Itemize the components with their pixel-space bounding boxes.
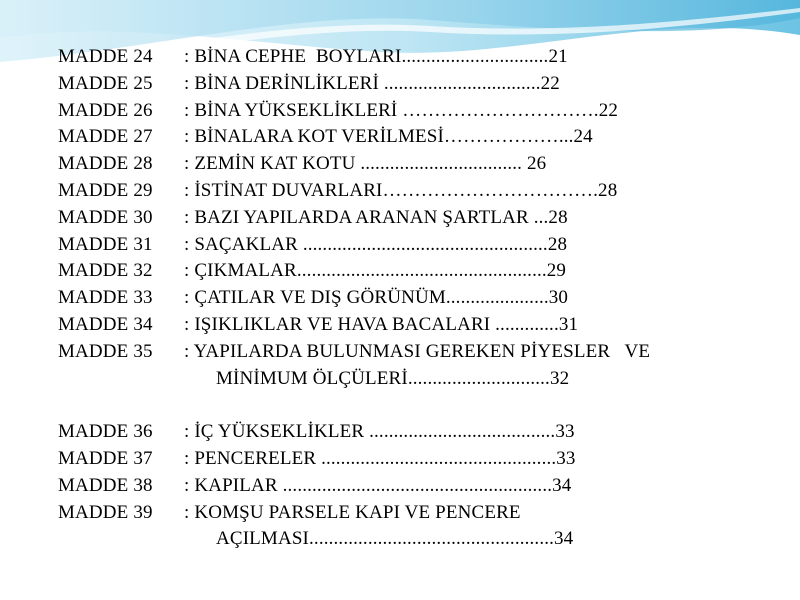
article-title: : BİNA DERİNLİKLERİ ................................22 [184, 72, 560, 94]
article-number: MADDE 26 [58, 99, 153, 121]
toc-entry [58, 500, 778, 527]
table-of-contents [58, 44, 778, 553]
toc-entry [58, 151, 778, 178]
article-title: : BİNALARA KOT VERİLMESİ………………...24 [184, 126, 593, 148]
section-gap [58, 392, 778, 419]
article-title: : ZEMİN KAT KOTU ................................. 26 [184, 153, 547, 175]
article-title: : BİNA YÜKSEKLİKLERİ ………………………….22 [184, 99, 618, 121]
article-number: MADDE 31 [58, 233, 153, 255]
toc-entry [58, 71, 778, 98]
article-number: MADDE 37 [58, 447, 153, 469]
toc-entry [58, 312, 778, 339]
article-title: : KAPILAR .......................................................34 [184, 474, 572, 496]
toc-entry [58, 285, 778, 312]
article-number: MADDE 27 [58, 126, 153, 148]
toc-entry [58, 473, 778, 500]
article-number: MADDE 34 [58, 313, 153, 335]
article-number: MADDE 32 [58, 260, 153, 282]
toc-entry [58, 124, 778, 151]
article-number: MADDE 33 [58, 287, 153, 309]
article-title: : ÇATILAR VE DIŞ GÖRÜNÜM.....................30 [184, 287, 569, 309]
article-number: MADDE 35 [58, 340, 153, 362]
article-number: MADDE 24 [58, 46, 153, 67]
article-title: : YAPILARDA BULUNMASI GEREKEN PİYESLER VE [184, 340, 651, 362]
toc-entry [58, 419, 778, 446]
toc-entry [58, 232, 778, 259]
article-title: : PENCERELER ................................................33 [184, 447, 576, 469]
article-number: MADDE 39 [58, 501, 153, 523]
article-number: MADDE 30 [58, 206, 153, 228]
article-title: : İSTİNAT DUVARLARI…………………………….28 [184, 179, 618, 201]
article-title: : İÇ YÜKSEKLİKLER ......................................33 [184, 421, 575, 443]
article-number: MADDE 36 [58, 421, 153, 443]
article-title: : ÇIKMALAR...................................................29 [184, 260, 567, 282]
article-title: : IŞIKLIKLAR VE HAVA BACALARI .............31 [184, 313, 579, 335]
article-number: MADDE 25 [58, 72, 153, 94]
toc-entry [58, 339, 778, 366]
article-number: MADDE 38 [58, 474, 153, 496]
toc-entry [58, 205, 778, 232]
article-title: : BAZI YAPILARDA ARANAN ŞARTLAR ...28 [184, 206, 568, 228]
article-number: MADDE 29 [58, 179, 153, 201]
article-title: : BİNA CEPHE BOYLARI..............................21 [184, 46, 568, 67]
article-title-continuation: MİNİMUM ÖLÇÜLERİ.............................32 [216, 367, 570, 389]
toc-entry [58, 44, 778, 71]
article-title: : KOMŞU PARSELE KAPI VE PENCERE [184, 501, 521, 523]
toc-entry [58, 446, 778, 473]
toc-entry [58, 178, 778, 205]
article-title-continuation: AÇILMASI..................................................34 [216, 528, 574, 550]
article-number: MADDE 28 [58, 153, 153, 175]
toc-entry [58, 98, 778, 125]
toc-entry [58, 258, 778, 285]
article-title: : SAÇAKLAR ..................................................28 [184, 233, 568, 255]
